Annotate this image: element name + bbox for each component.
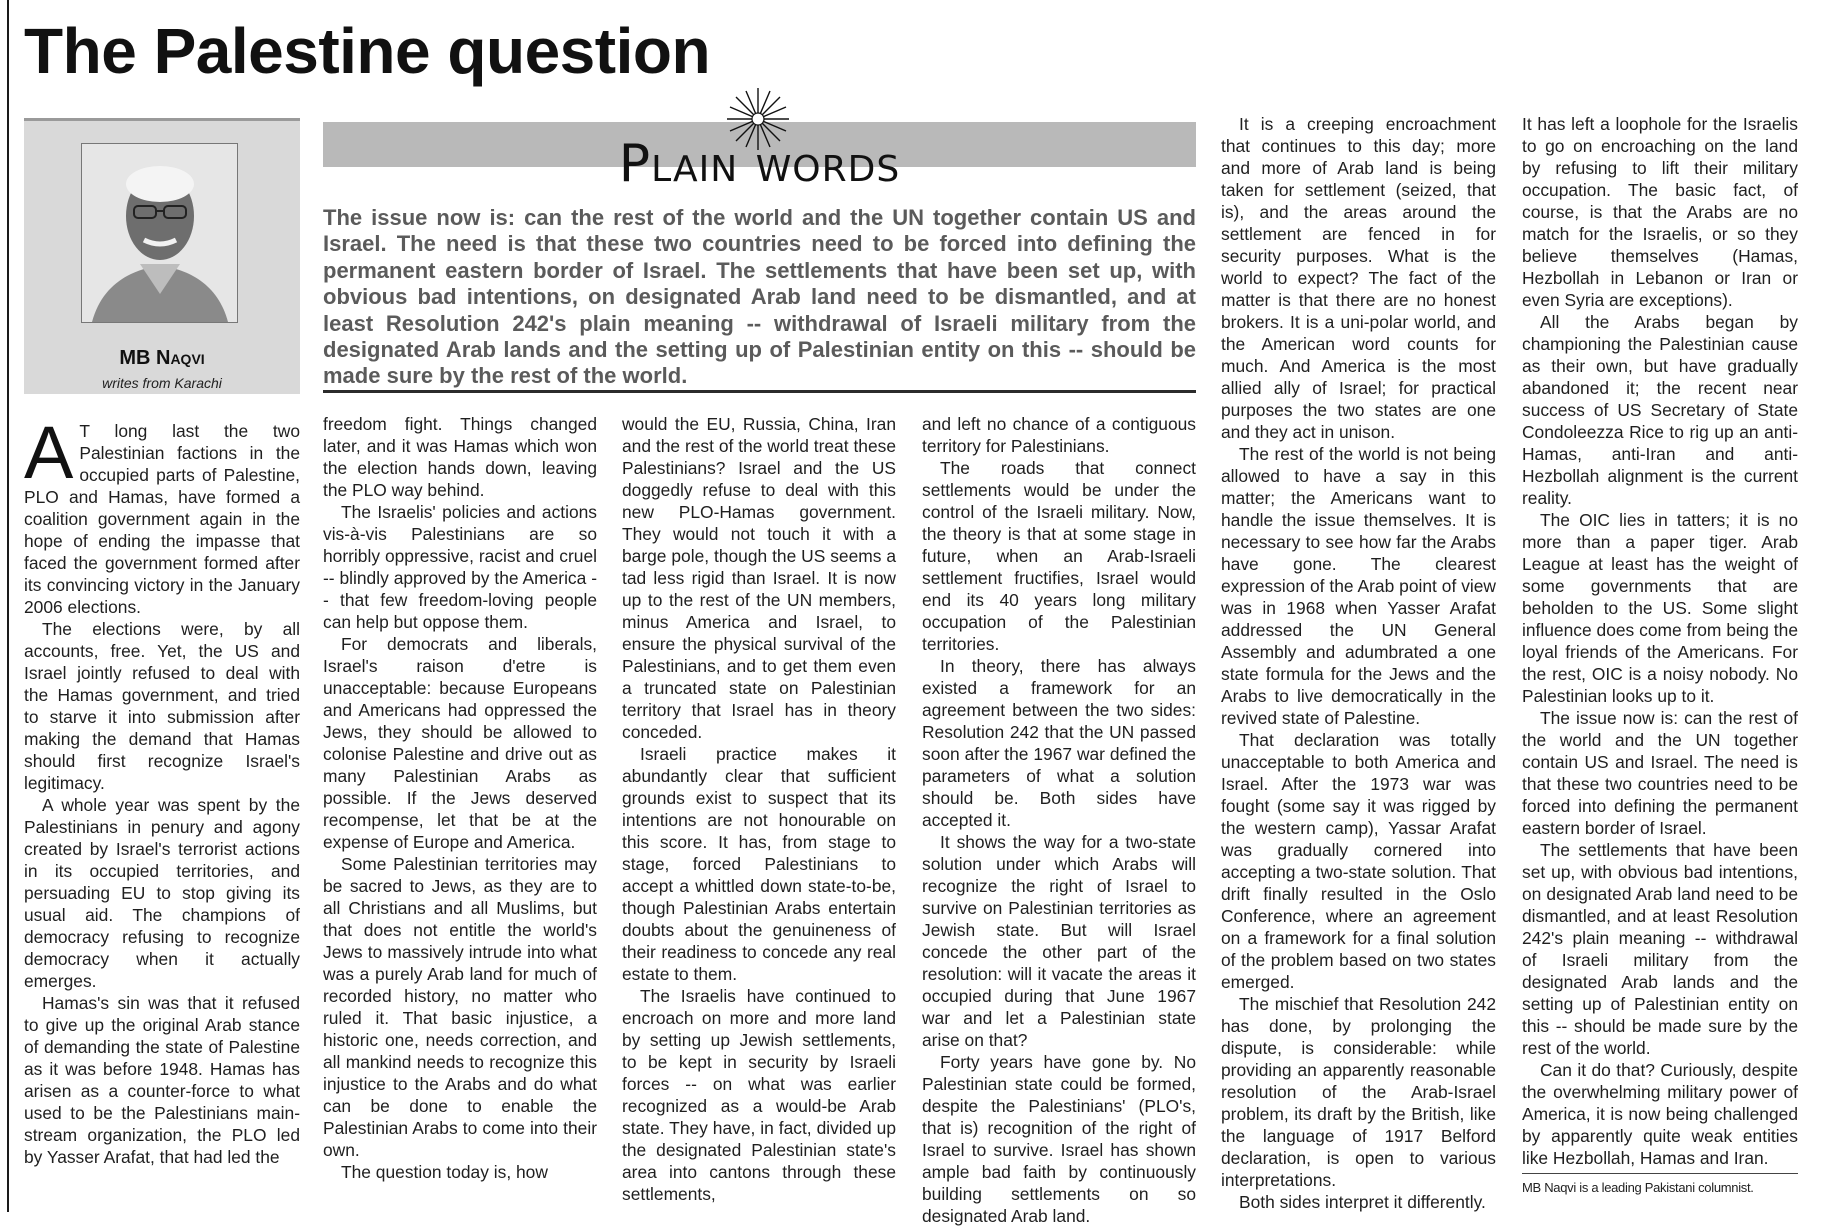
author-portrait-icon xyxy=(81,143,238,323)
paragraph: The rest of the world is not being allowed to have a say in this matter; the Americans want to handle the issue themselves. It is necessary to see how far the Arabs have gone. The clearest expression of the Arab point of view was in 1968 when Yasser Arafat addressed the UN General Assembly and adumbrated a one state formula for the Jews and the Arabs to live democratically in the revived state of Palestine. xyxy=(1221,444,1496,728)
paragraph: The question today is, how xyxy=(341,1162,548,1182)
paragraph: It shows the way for a two-state solution under which Arabs will recognize the right of Israel to survive on Palestinian territories as Jewish state. But will Israel concede the other part of the resolution: will it vacate the areas it occupied during that June 1967 war and let a Palestinian state arise on that? xyxy=(922,832,1196,1050)
paragraph: would the EU, Russia, China, Iran and the rest of the world treat these Palestinians? Israel and the US doggedly refuse to deal with this new PLO-Hamas government. They would not touch it with a barge pole, though the US seems a tad less rigid than Israel. It is now up to the rest of the UN members, minus America and Israel, to ensure the physical survival of the Palestinians, and to get them even a truncated state on Palestinian territory that Israel has in theory conceded. xyxy=(622,414,896,742)
paragraph: All the Arabs began by championing the Palestinian cause as their own, but have gradually abandoned it; the recent near success of US Secretary of State Condoleezza Rice to rig up an anti-Hamas, anti-Iran and anti-Hezbollah alignment is the current reality. xyxy=(1522,312,1798,508)
paragraph: The roads that connect settlements would be under the control of the Israeli military. Now, the theory is that at some stage in future, when an Arab-Israeli settlement fructifies, Israel would end its 40 years long military occupation of the Palestinian territories. xyxy=(922,458,1196,654)
paragraph: Hamas's sin was that it refused to give up the original Arab stance of demanding the state of Palestine as it was before 1948. Hamas has arisen as a counter-force to what used to be the Palestinians main-stream organization, the PLO led by Yasser Arafat, that had led the xyxy=(24,993,300,1167)
paragraph: The Israelis have continued to encroach on more and more land by setting up Jewish settlements, to be kept in security by Israeli forces -- on what was earlier recognized as a would-be Arab state. They have, in fact, divided up the designated Palestinian state's area into cantons through these settlements, xyxy=(622,986,896,1204)
paragraph: A whole year was spent by the Palestinians in penury and agony created by Israel's terrorist actions in its occupied territories, and persuading EU to stop giving its usual aid. The champions of democracy refusing to recognize democracy when it actually emerges. xyxy=(24,795,300,991)
lead-rule xyxy=(323,390,1196,393)
paragraph: The mischief that Resolution 242 has done, by prolonging the dispute, is considerable: while providing an apparently reasonable resolution of the Arab-Israel problem, its draft by the British, like the language of 1917 Belford declaration, is open to various interpretations. xyxy=(1221,994,1496,1190)
paragraph: It has left a loophole for the Israelis to go on encroaching on the land by refusing to lift their military occupation. The basic fact, of course, is that the Arabs are no match for the Israelis, or so they believe themselves (Hamas, Hezbollah in Lebanon or Iran or even Syria are exceptions). xyxy=(1522,114,1798,310)
author-box xyxy=(24,118,300,394)
paragraph: T long last the two Palestinian factions in the occupied parts of Palestine, PLO and Hamas, have formed a coalition government again in the hope of ending the impasse that faced the government formed after its convincing victory in the January 2006 elections. xyxy=(24,421,300,617)
author-tagline: writes from Karachi xyxy=(102,375,222,391)
paragraph: Both sides interpret it differently. xyxy=(1239,1192,1486,1212)
paragraph: Forty years have gone by. No Palestinian state could be formed, despite the Palestinians' (PLO's, that is) recognition of the right of Israel to survive. Israel has shown ample bad faith by continuously building settlements on so designated Arab land. xyxy=(922,1052,1196,1226)
paragraph: and left no chance of a contiguous territory for Palestinians. xyxy=(922,414,1196,456)
page-left-rule xyxy=(7,0,9,1212)
paragraph: The issue now is: can the rest of the world and the UN together contain US and Israel. The need is that these two countries need to be forced into defining the permanent eastern border of Israel. xyxy=(1522,708,1798,838)
paragraph: The Israelis' policies and actions vis-à-vis Palestinians are so horribly oppressive, racist and cruel -- blindly approved by the America -- that few freedom-loving people can help but oppose them. xyxy=(323,502,597,632)
author-first-name: MB xyxy=(119,347,151,369)
author-portrait-svg xyxy=(82,144,237,322)
lead-paragraph: The issue now is: can the rest of the world and the UN together contain US and Israel. The need is that these two countries need to be forced into defining the permanent eastern border of Israel. The settlements that have been set up, with obvious bad intentions, on designated Arab land need to be dismantled, and at least Resolution 242's plain meaning -- withdrawal of Israeli military from the designated Arab lands and the setting up of Palestinian entity on this -- should be made sure by the rest of the world. xyxy=(323,205,1196,389)
body-column-1 xyxy=(24,411,300,1200)
author-bio: MB Naqvi is a leading Pakistani columnist. xyxy=(1522,1180,1754,1195)
paragraph: The settlements that have been set up, with obvious bad intentions, on designated Arab land need to be dismantled, and at least Resolution 242's plain meaning -- withdrawal of Israeli military from the designated Arab lands and the setting up of Palestinian entity on this -- should be made sure by the rest of the world. xyxy=(1522,840,1798,1058)
body-column-2 xyxy=(323,413,597,1208)
author-last-name: Naqvi xyxy=(156,347,205,369)
paragraph: freedom fight. Things changed later, and it was Hamas which won the election hands down, leaving the PLO way behind. xyxy=(323,414,597,500)
paragraph: That declaration was totally unacceptable to both America and Israel. After the 1973 war was fought (some say it was rigged by the western camp), Yassar Arafat was gradually cornered into accepting a two-state solution. That drift finally resulted in the Oslo Conference, where an agreement on a framework for a final solution of the problem based on two states emerged. xyxy=(1221,730,1496,992)
paragraph: In theory, there has always existed a framework for an agreement between the two sides: Resolution 242 that the UN passed soon after the 1967 war defined the parameters of what a solution should be. Both sides have accepted it. xyxy=(922,656,1196,830)
paragraph: The OIC lies in tatters; it is no more than a paper tiger. Arab League at least has the weight of some governments that are beholden to the US. Some slight influence does come from being the loyal friends of the Americans. For the rest, OIC is a noisy nobody. No Palestinian looks up to it. xyxy=(1522,510,1798,706)
paragraph: It is a creeping encroachment that continues to this day; more and more of Arab land is being taken for settlement (seized, that is), and the areas around the settlement are fenced in for security purposes. What is the world to expect? The fact of the matter is that there are no honest brokers. It is a uni-polar world, and the American word counts for much. And America is the most allied ally of Israel; for practical purposes the two states are one and they act in unison. xyxy=(1221,114,1496,442)
paragraph: Can it do that? Curiously, despite the overwhelming military power of America, it is now being challenged by apparently quite weak entities like Hezbollah, Hamas and Iran. xyxy=(1522,1060,1798,1168)
body-column-6 xyxy=(1522,113,1798,1173)
body-column-5 xyxy=(1221,113,1496,1212)
body-column-3 xyxy=(622,413,896,1208)
paragraph: For democrats and liberals, Israel's raison d'etre is unacceptable: because Europeans and Americans had oppressed the Jews, they should be allowed to colonise Palestine and drive out as many Palestinian Arabs as possible. If the Jews deserved recompense, let that be at the expense of Europe and America. xyxy=(323,634,597,852)
drop-cap: A xyxy=(24,411,74,494)
section-title: Plain words xyxy=(618,134,901,194)
paragraph: The elections were, by all accounts, free. Yet, the US and Israel jointly refused to deal with the Hamas government, and tried to starve it into submission after making the demand that Hamas should first recognize Israel's legitimacy. xyxy=(24,619,300,793)
paragraph: Israeli practice makes it abundantly clear that sufficient grounds exist to suspect that its intentions are not honourable on this score. It has, from stage to stage, forced Palestinians to accept a whittled down state-to-be, though Palestinian Arabs entertain doubts about the genuineness of their readiness to concede any real estate to them. xyxy=(622,744,896,984)
bio-rule xyxy=(1522,1173,1798,1174)
paragraph: Some Palestinian territories may be sacred to Jews, as they are to all Christians and all Muslims, but that does not entitle the world's Jews to massively intrude into what was a purely Arab land for much of recorded history, no matter who ruled it. That basic injustice, a historic one, needs correction, and all mankind needs to recognize this injustice to the Arabs and do what can be done to enable the Palestinian Arabs to come into their own. xyxy=(323,854,597,1160)
article-headline: The Palestine question xyxy=(24,15,711,87)
body-column-4 xyxy=(922,413,1196,1226)
author-name xyxy=(24,347,300,370)
